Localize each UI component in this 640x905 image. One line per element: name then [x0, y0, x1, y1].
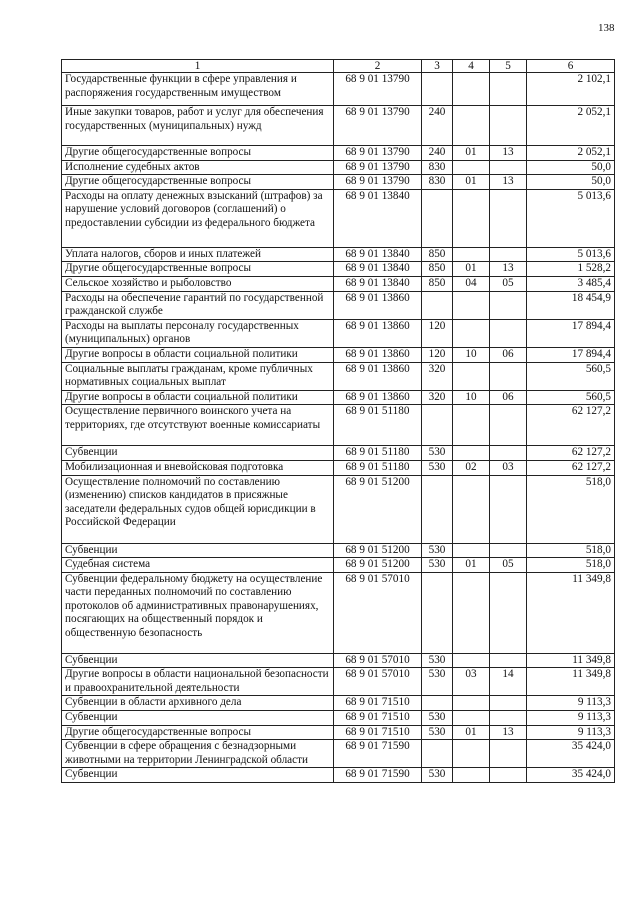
cell-name: Субвенции федеральному бюджету на осуществление части переданных полномочий по составлению протоколов об административных правонарушениях, посягающих на общественный порядок и общественную безопасность — [62, 572, 334, 653]
cell-section — [453, 572, 490, 653]
cell-amount: 518,0 — [527, 558, 615, 573]
cell-amount: 1 528,2 — [527, 262, 615, 277]
cell-expense-type: 830 — [422, 160, 453, 175]
cell-section: 02 — [453, 460, 490, 475]
cell-name: Уплата налогов, сборов и иных платежей — [62, 247, 334, 262]
cell-expense-type: 530 — [422, 711, 453, 726]
cell-name: Субвенции в области архивного дела — [62, 696, 334, 711]
cell-name: Другие общегосударственные вопросы — [62, 175, 334, 190]
table-row — [62, 696, 615, 711]
cell-name: Социальные выплаты гражданам, кроме публичных нормативных социальных выплат — [62, 362, 334, 390]
cell-expense-type: 240 — [422, 146, 453, 161]
cell-subsection — [490, 319, 527, 347]
cell-section — [453, 446, 490, 461]
table-row — [62, 446, 615, 461]
cell-expense-type: 830 — [422, 175, 453, 190]
table-row — [62, 668, 615, 696]
cell-name: Субвенции — [62, 768, 334, 783]
cell-subsection — [490, 73, 527, 106]
cell-amount: 62 127,2 — [527, 405, 615, 446]
cell-code: 68 9 01 71510 — [334, 711, 422, 726]
cell-name: Субвенции в сфере обращения с безнадзорными животными на территории Ленинградской области — [62, 740, 334, 768]
cell-expense-type: 320 — [422, 390, 453, 405]
cell-section — [453, 362, 490, 390]
cell-name: Государственные функции в сфере управления и распоряжения государственным имуществом — [62, 73, 334, 106]
cell-code: 68 9 01 51180 — [334, 460, 422, 475]
cell-expense-type: 530 — [422, 558, 453, 573]
cell-code: 68 9 01 13790 — [334, 146, 422, 161]
cell-subsection — [490, 446, 527, 461]
cell-name: Расходы на обеспечение гарантий по государственной гражданской службе — [62, 291, 334, 319]
table-row — [62, 390, 615, 405]
cell-code: 68 9 01 51200 — [334, 475, 422, 543]
cell-amount: 62 127,2 — [527, 460, 615, 475]
cell-section — [453, 543, 490, 558]
cell-amount: 560,5 — [527, 390, 615, 405]
cell-amount: 50,0 — [527, 175, 615, 190]
cell-expense-type: 530 — [422, 725, 453, 740]
cell-subsection — [490, 740, 527, 768]
cell-subsection — [490, 291, 527, 319]
cell-section — [453, 696, 490, 711]
cell-name: Судебная система — [62, 558, 334, 573]
cell-code: 68 9 01 71510 — [334, 696, 422, 711]
cell-subsection: 06 — [490, 347, 527, 362]
table-row — [62, 543, 615, 558]
cell-section — [453, 405, 490, 446]
cell-code: 68 9 01 13790 — [334, 106, 422, 146]
cell-expense-type: 530 — [422, 668, 453, 696]
table-row — [62, 189, 615, 247]
cell-subsection — [490, 362, 527, 390]
cell-subsection: 13 — [490, 262, 527, 277]
cell-amount: 35 424,0 — [527, 740, 615, 768]
cell-name: Осуществление первичного воинского учета на территориях, где отсутствуют военные комиссариаты — [62, 405, 334, 446]
cell-code: 68 9 01 71590 — [334, 768, 422, 783]
cell-name: Другие вопросы в области национальной безопасности и правоохранительной деятельности — [62, 668, 334, 696]
cell-expense-type: 530 — [422, 460, 453, 475]
cell-name: Осуществление полномочий по составлению (изменению) списков кандидатов в присяжные заседатели федеральных судов общей юрисдикции в Российской Федерации — [62, 475, 334, 543]
cell-amount: 560,5 — [527, 362, 615, 390]
table-row — [62, 740, 615, 768]
cell-code: 68 9 01 13860 — [334, 347, 422, 362]
cell-code: 68 9 01 57010 — [334, 668, 422, 696]
table-row — [62, 768, 615, 783]
cell-subsection: 14 — [490, 668, 527, 696]
cell-code: 68 9 01 13860 — [334, 390, 422, 405]
table-row — [62, 725, 615, 740]
cell-section — [453, 106, 490, 146]
cell-subsection: 06 — [490, 390, 527, 405]
table-header-row — [62, 60, 615, 73]
table-row — [62, 653, 615, 668]
cell-subsection: 05 — [490, 558, 527, 573]
cell-subsection: 03 — [490, 460, 527, 475]
cell-amount: 17 894,4 — [527, 347, 615, 362]
cell-amount: 35 424,0 — [527, 768, 615, 783]
table-row — [62, 160, 615, 175]
cell-code: 68 9 01 13860 — [334, 362, 422, 390]
cell-subsection — [490, 711, 527, 726]
cell-subsection — [490, 572, 527, 653]
budget-table — [61, 59, 615, 783]
cell-expense-type: 120 — [422, 347, 453, 362]
cell-name: Субвенции — [62, 543, 334, 558]
cell-expense-type: 530 — [422, 653, 453, 668]
cell-amount: 11 349,8 — [527, 653, 615, 668]
cell-code: 68 9 01 13860 — [334, 291, 422, 319]
table-row — [62, 247, 615, 262]
table-row — [62, 558, 615, 573]
cell-amount: 9 113,3 — [527, 725, 615, 740]
cell-section: 10 — [453, 390, 490, 405]
cell-name: Расходы на выплаты персоналу государственных (муниципальных) органов — [62, 319, 334, 347]
cell-expense-type: 320 — [422, 362, 453, 390]
cell-expense-type — [422, 475, 453, 543]
cell-name: Субвенции — [62, 711, 334, 726]
cell-subsection — [490, 160, 527, 175]
cell-amount: 62 127,2 — [527, 446, 615, 461]
table-row — [62, 106, 615, 146]
cell-amount: 5 013,6 — [527, 189, 615, 247]
table-row — [62, 460, 615, 475]
column-header: 6 — [527, 60, 615, 73]
cell-code: 68 9 01 13840 — [334, 262, 422, 277]
cell-amount: 518,0 — [527, 543, 615, 558]
cell-section: 03 — [453, 668, 490, 696]
cell-code: 68 9 01 13790 — [334, 175, 422, 190]
table-row — [62, 572, 615, 653]
cell-expense-type — [422, 696, 453, 711]
table-body — [62, 73, 615, 783]
cell-section: 01 — [453, 175, 490, 190]
cell-amount: 50,0 — [527, 160, 615, 175]
cell-section: 04 — [453, 276, 490, 291]
cell-name: Другие общегосударственные вопросы — [62, 146, 334, 161]
cell-subsection — [490, 106, 527, 146]
cell-section — [453, 740, 490, 768]
cell-amount: 5 013,6 — [527, 247, 615, 262]
page-number: 138 — [598, 22, 615, 34]
cell-subsection — [490, 653, 527, 668]
cell-amount: 11 349,8 — [527, 668, 615, 696]
table-row — [62, 146, 615, 161]
cell-section — [453, 189, 490, 247]
cell-amount: 2 052,1 — [527, 106, 615, 146]
cell-name: Мобилизационная и вневойсковая подготовка — [62, 460, 334, 475]
cell-expense-type: 850 — [422, 262, 453, 277]
column-header: 3 — [422, 60, 453, 73]
table-row — [62, 73, 615, 106]
cell-section — [453, 73, 490, 106]
cell-name: Иные закупки товаров, работ и услуг для обеспечения государственных (муниципальных) нужд — [62, 106, 334, 146]
cell-expense-type — [422, 291, 453, 319]
cell-amount: 9 113,3 — [527, 696, 615, 711]
cell-section — [453, 768, 490, 783]
cell-name: Субвенции — [62, 446, 334, 461]
cell-name: Другие вопросы в области социальной политики — [62, 347, 334, 362]
table-row — [62, 347, 615, 362]
table-row — [62, 711, 615, 726]
cell-expense-type: 240 — [422, 106, 453, 146]
cell-subsection — [490, 405, 527, 446]
cell-expense-type — [422, 73, 453, 106]
cell-subsection — [490, 475, 527, 543]
cell-amount: 2 102,1 — [527, 73, 615, 106]
cell-expense-type: 530 — [422, 543, 453, 558]
column-header: 1 — [62, 60, 334, 73]
table-row — [62, 319, 615, 347]
cell-section: 01 — [453, 146, 490, 161]
column-header: 4 — [453, 60, 490, 73]
cell-code: 68 9 01 57010 — [334, 572, 422, 653]
cell-section: 10 — [453, 347, 490, 362]
cell-name: Другие общегосударственные вопросы — [62, 725, 334, 740]
cell-expense-type: 850 — [422, 247, 453, 262]
cell-code: 68 9 01 51200 — [334, 543, 422, 558]
cell-name: Расходы на оплату денежных взысканий (штрафов) за нарушение условий договоров (соглашений) о предоставлении субсидии из федерального бюджета — [62, 189, 334, 247]
column-header: 2 — [334, 60, 422, 73]
cell-section — [453, 319, 490, 347]
cell-code: 68 9 01 71590 — [334, 740, 422, 768]
cell-expense-type: 530 — [422, 768, 453, 783]
cell-code: 68 9 01 51180 — [334, 405, 422, 446]
cell-expense-type: 120 — [422, 319, 453, 347]
table-row — [62, 362, 615, 390]
cell-section — [453, 653, 490, 668]
cell-section — [453, 291, 490, 319]
cell-name: Другие вопросы в области социальной политики — [62, 390, 334, 405]
cell-expense-type — [422, 740, 453, 768]
table-row — [62, 175, 615, 190]
cell-amount: 11 349,8 — [527, 572, 615, 653]
cell-subsection — [490, 189, 527, 247]
cell-subsection — [490, 696, 527, 711]
cell-code: 68 9 01 13840 — [334, 189, 422, 247]
cell-section — [453, 475, 490, 543]
column-header: 5 — [490, 60, 527, 73]
cell-subsection: 13 — [490, 175, 527, 190]
cell-name: Сельское хозяйство и рыболовство — [62, 276, 334, 291]
cell-amount: 9 113,3 — [527, 711, 615, 726]
cell-amount: 18 454,9 — [527, 291, 615, 319]
table-row — [62, 291, 615, 319]
table-row — [62, 405, 615, 446]
cell-amount: 3 485,4 — [527, 276, 615, 291]
cell-subsection: 05 — [490, 276, 527, 291]
cell-subsection: 13 — [490, 146, 527, 161]
cell-expense-type: 850 — [422, 276, 453, 291]
cell-name: Другие общегосударственные вопросы — [62, 262, 334, 277]
cell-code: 68 9 01 71510 — [334, 725, 422, 740]
cell-code: 68 9 01 51200 — [334, 558, 422, 573]
cell-section: 01 — [453, 558, 490, 573]
cell-code: 68 9 01 13790 — [334, 160, 422, 175]
cell-name: Субвенции — [62, 653, 334, 668]
cell-expense-type — [422, 189, 453, 247]
table-row — [62, 475, 615, 543]
table-row — [62, 276, 615, 291]
table-row — [62, 262, 615, 277]
cell-code: 68 9 01 51180 — [334, 446, 422, 461]
cell-amount: 17 894,4 — [527, 319, 615, 347]
cell-section — [453, 160, 490, 175]
cell-code: 68 9 01 57010 — [334, 653, 422, 668]
cell-code: 68 9 01 13840 — [334, 247, 422, 262]
cell-section — [453, 711, 490, 726]
cell-subsection — [490, 247, 527, 262]
cell-name: Исполнение судебных актов — [62, 160, 334, 175]
cell-subsection — [490, 543, 527, 558]
cell-expense-type: 530 — [422, 446, 453, 461]
cell-amount: 518,0 — [527, 475, 615, 543]
cell-expense-type — [422, 572, 453, 653]
cell-subsection: 13 — [490, 725, 527, 740]
cell-subsection — [490, 768, 527, 783]
cell-expense-type — [422, 405, 453, 446]
cell-amount: 2 052,1 — [527, 146, 615, 161]
cell-code: 68 9 01 13860 — [334, 319, 422, 347]
cell-section — [453, 247, 490, 262]
cell-section: 01 — [453, 262, 490, 277]
cell-code: 68 9 01 13790 — [334, 73, 422, 106]
cell-code: 68 9 01 13840 — [334, 276, 422, 291]
cell-section: 01 — [453, 725, 490, 740]
